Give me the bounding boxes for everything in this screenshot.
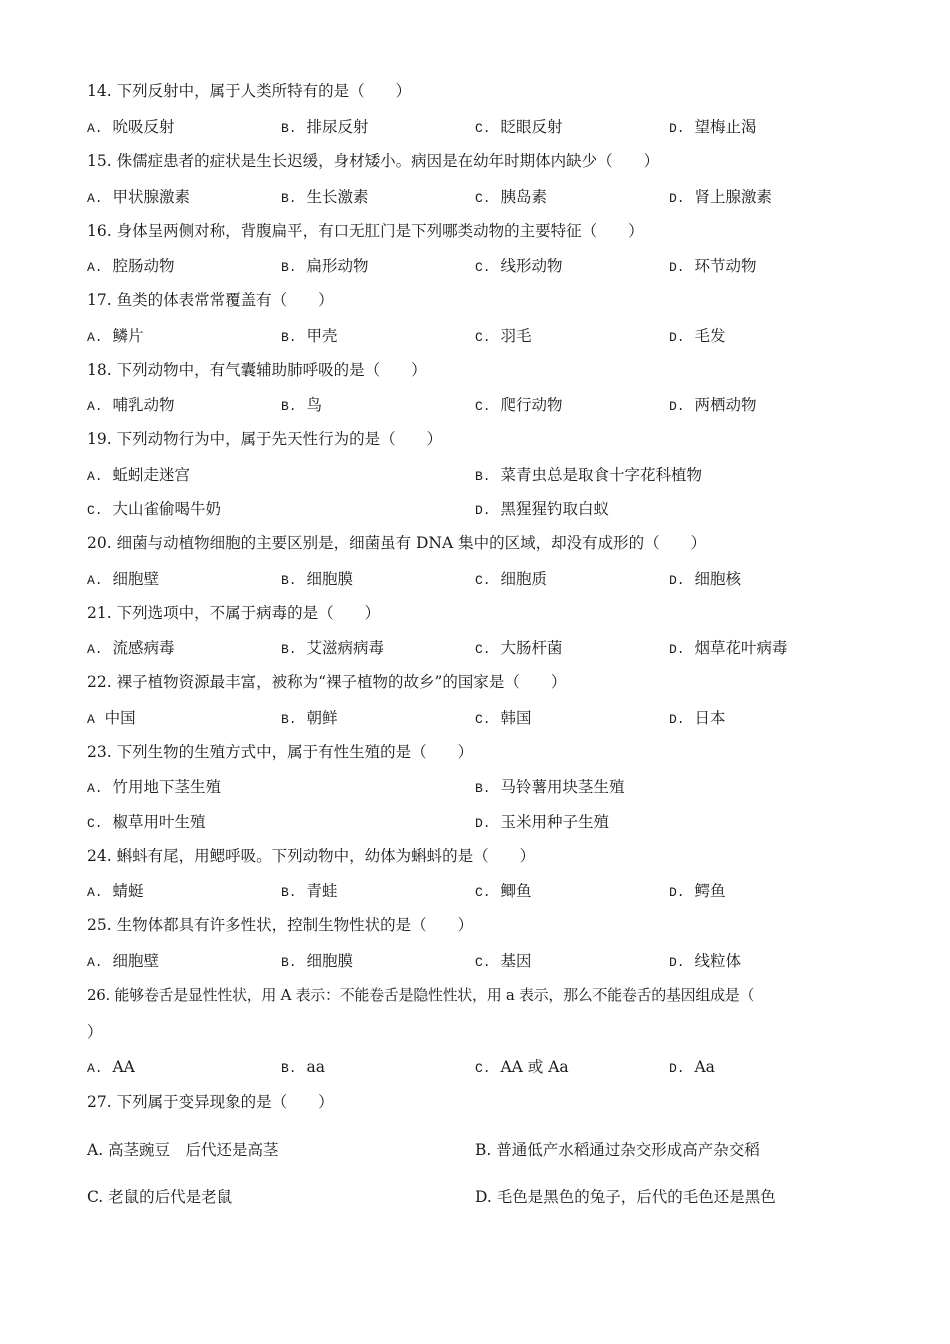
q18-option-a: A. 哺乳动物: [87, 396, 175, 414]
q15-option-d: D. 肾上腺激素: [669, 188, 772, 206]
q23-option-d: D. 玉米用种子生殖: [475, 813, 609, 831]
q14-option-a: A. 吮吸反射: [87, 118, 175, 136]
q15-option-a: A. 甲状腺激素: [87, 188, 190, 206]
q17-option-b: B. 甲壳: [281, 327, 338, 345]
q18-option-c: C. 爬行动物: [475, 396, 563, 414]
q20-option-a: A. 细胞壁: [87, 570, 159, 588]
question-20-stem: 20. 细菌与动植物细胞的主要区别是，细菌虽有 DNA 集中的区域，却没有成形的（ ）: [87, 534, 707, 552]
q25-option-b: B. 细胞膜: [281, 952, 353, 970]
q26-option-c: C. AA 或 Aa: [475, 1058, 569, 1076]
question-21-stem: 21. 下列选项中，不属于病毒的是（ ）: [87, 604, 381, 622]
question-23-stem: 23. 下列生物的生殖方式中，属于有性生殖的是（ ）: [87, 743, 474, 761]
question-16-stem: 16. 身体呈两侧对称，背腹扁平，有口无肛门是下列哪类动物的主要特征（ ）: [87, 222, 644, 240]
q21-option-b: B. 艾滋病病毒: [281, 639, 384, 657]
q14-option-d: D. 望梅止渴: [669, 118, 757, 136]
q15-option-c: C. 胰岛素: [475, 188, 547, 206]
question-27-stem: 27. 下列属于变异现象的是（ ）: [87, 1093, 334, 1111]
q25-option-a: A. 细胞壁: [87, 952, 159, 970]
q22-option-d: D. 日本: [669, 709, 726, 727]
q26-option-d: D. Aa: [669, 1058, 715, 1076]
q23-option-b: B. 马铃薯用块茎生殖: [475, 778, 625, 796]
q27-option-a: A. 高茎豌豆 后代还是高茎: [87, 1141, 279, 1159]
question-14-stem: 14. 下列反射中，属于人类所特有的是（ ）: [87, 82, 412, 100]
q25-option-d: D. 线粒体: [669, 952, 741, 970]
q19-option-a: A. 蚯蚓走迷宫: [87, 466, 190, 484]
q18-option-d: D. 两栖动物: [669, 396, 757, 414]
q14-option-b: B. 排尿反射: [281, 118, 369, 136]
q24-option-b: B. 青蛙: [281, 882, 338, 900]
question-15-stem: 15. 侏儒症患者的症状是生长迟缓，身材矮小。病因是在幼年时期体内缺少（ ）: [87, 152, 660, 170]
q17-option-d: D. 毛发: [669, 327, 726, 345]
question-24-stem: 24. 蝌蚪有尾，用鳃呼吸。下列动物中，幼体为蝌蚪的是（ ）: [87, 847, 536, 865]
q26-option-b: B. aa: [281, 1058, 325, 1076]
q21-option-d: D. 烟草花叶病毒: [669, 639, 788, 657]
question-17-stem: 17. 鱼类的体表常常覆盖有（ ）: [87, 291, 334, 309]
q20-option-c: C. 细胞质: [475, 570, 547, 588]
q24-option-a: A. 蜻蜓: [87, 882, 144, 900]
q17-option-a: A. 鳞片: [87, 327, 144, 345]
q16-option-d: D. 环节动物: [669, 257, 757, 275]
q27-option-b: B. 普通低产水稻通过杂交形成高产杂交稻: [475, 1141, 760, 1159]
question-18-stem: 18. 下列动物中，有气囊辅助肺呼吸的是（ ）: [87, 361, 427, 379]
q14-option-c: C. 眨眼反射: [475, 118, 563, 136]
q26-option-a: A. AA: [87, 1058, 135, 1076]
q16-option-c: C. 线形动物: [475, 257, 563, 275]
q27-option-c: C. 老鼠的后代是老鼠: [87, 1188, 233, 1206]
q24-option-d: D. 鳄鱼: [669, 882, 726, 900]
q16-option-b: B. 扁形动物: [281, 257, 369, 275]
q22-option-b: B. 朝鲜: [281, 709, 338, 727]
q21-option-a: A. 流感病毒: [87, 639, 175, 657]
q22-option-c: C. 韩国: [475, 709, 532, 727]
question-22-stem: 22. 裸子植物资源最丰富，被称为“裸子植物的故乡”的国家是（ ）: [87, 673, 567, 691]
q22-option-a: A 中国: [87, 709, 136, 727]
q19-option-b: B. 菜青虫总是取食十字花科植物: [475, 466, 702, 484]
q21-option-c: C. 大肠杆菌: [475, 639, 563, 657]
q24-option-c: C. 鲫鱼: [475, 882, 532, 900]
q23-option-a: A. 竹用地下茎生殖: [87, 778, 221, 796]
question-26-stem-continued: ）: [87, 1023, 103, 1041]
q19-option-c: C. 大山雀偷喝牛奶: [87, 500, 221, 518]
q20-option-b: B. 细胞膜: [281, 570, 353, 588]
question-25-stem: 25. 生物体都具有许多性状，控制生物性状的是（ ）: [87, 916, 474, 934]
q20-option-d: D. 细胞核: [669, 570, 741, 588]
question-26-stem: 26. 能够卷舌是显性性状，用 A 表示：不能卷舌是隐性性状，用 a 表示，那么不能卷舌的基因组成是（: [87, 986, 755, 1004]
q15-option-b: B. 生长激素: [281, 188, 369, 206]
question-19-stem: 19. 下列动物行为中，属于先天性行为的是（ ）: [87, 430, 443, 448]
q17-option-c: C. 羽毛: [475, 327, 532, 345]
q23-option-c: C. 椒草用叶生殖: [87, 813, 206, 831]
q19-option-d: D. 黑猩猩钓取白蚁: [475, 500, 609, 518]
q25-option-c: C. 基因: [475, 952, 532, 970]
q18-option-b: B. 鸟: [281, 396, 322, 414]
q27-option-d: D. 毛色是黑色的兔子，后代的毛色还是黑色: [475, 1188, 776, 1206]
q16-option-a: A. 腔肠动物: [87, 257, 175, 275]
